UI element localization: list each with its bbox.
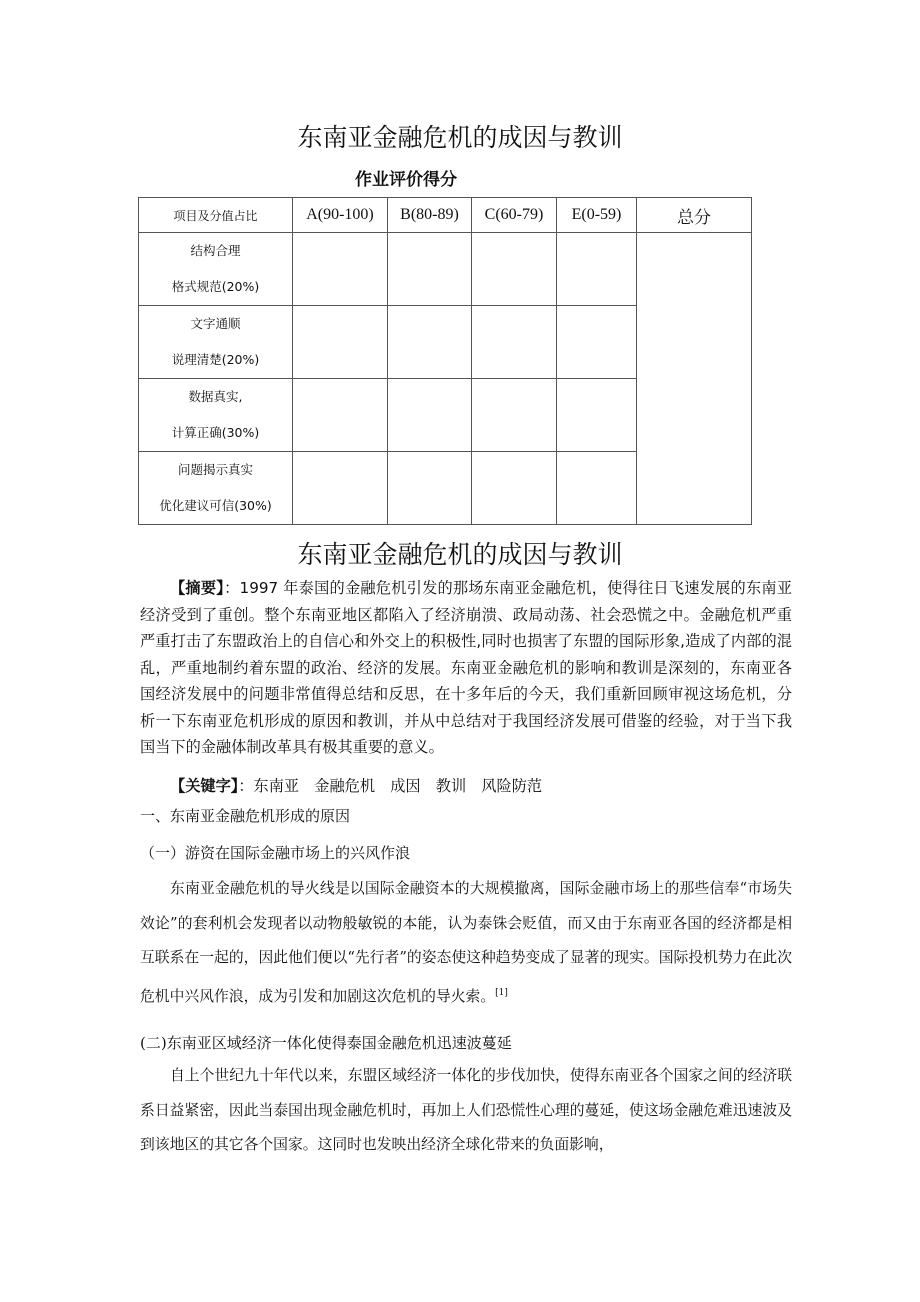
criteria-line2: 格式规范(20%) [171,279,260,294]
paragraph-text: 东南亚金融危机的导火线是以国际金融资本的大规模撤离，国际金融市场上的那些信奉“市场失效论”的套利机会发现者以动物般敏锐的本能，认为泰铢会贬值，而又由于东南亚各国的经济都是相互联系在一起的，因此他们便以“先行者”的姿态使这种趋势变成了显著的现实。国际投机势力在此次危机中兴风作浪，成为引发和加剧这次危机的导火索。 [140,880,792,1005]
score-cell-c[interactable] [472,306,557,379]
body-paragraph [140,872,792,1014]
keywords-line [140,773,792,800]
criteria-cell [139,306,293,379]
score-cell-e[interactable] [557,379,637,452]
section-heading: 一、东南亚金融危机形成的原因 [140,807,351,825]
header-criteria: 项目及分值占比 [139,198,293,233]
evaluation-table [138,197,752,525]
header-grade-e: E(0-59) [557,198,637,233]
criteria-line1: 结构合理 [190,243,241,258]
score-cell-a[interactable] [293,379,388,452]
header-grade-c: C(60-79) [472,198,557,233]
evaluation-title: 作业评价得分 [355,170,457,190]
score-cell-e[interactable] [557,452,637,525]
score-cell-b[interactable] [388,452,472,525]
criteria-line2: 优化建议可信(30%) [159,498,272,513]
criteria-line1: 数据真实, [188,389,243,404]
article-title: 东南亚金融危机的成因与教训 [297,540,623,569]
subsection-heading: (二)东南亚区域经济一体化使得泰国金融危机迅速波蔓延 [140,1034,512,1052]
score-cell-a[interactable] [293,233,388,306]
table-header-row [139,198,752,233]
abstract-paragraph [140,575,792,761]
header-grade-a: A(90-100) [293,198,388,233]
abstract-text: ：1997 年泰国的金融危机引发的那场东南亚金融危机，使得往日飞速发展的东南亚经济受到了重创。整个东南亚地区都陷入了经济崩溃、政局动荡、社会恐慌之中。金融危机严重严重打击了东盟政治上的自信心和外交上的积极性,同时也损害了东盟的国际形象,造成了内部的混乱，严重地制约着东盟的政治、经济的发展。东南亚金融危机的影响和教训是深刻的，东南亚各国经济发展中的问题非常值得总结和反思，在十多年后的今天，我们重新回顾审视这场危机，分析一下东南亚危机形成的原因和教训，并从中总结对于我国经济发展可借鉴的经验，对于当下我国当下的金融体制改革具有极其重要的意义。 [140,579,793,756]
score-cell-a[interactable] [293,306,388,379]
subsection-heading: （一）游资在国际金融市场上的兴风作浪 [140,844,411,862]
criteria-line1: 文字通顺 [190,316,241,331]
score-cell-b[interactable] [388,379,472,452]
abstract-label: 【摘要】 [170,579,225,597]
score-cell-a[interactable] [293,452,388,525]
table-row [139,233,752,306]
criteria-line1: 问题揭示真实 [177,462,253,477]
cover-title: 东南亚金融危机的成因与教训 [297,123,623,152]
header-grade-b: B(80-89) [388,198,472,233]
score-cell-e[interactable] [557,306,637,379]
score-cell-c[interactable] [472,379,557,452]
citation[interactable]: [1] [495,987,508,998]
score-cell-e[interactable] [557,233,637,306]
paragraph-text: 自上个世纪九十年代以来，东盟区域经济一体化的步伐加快，使得东南亚各个国家之间的经济联系日益紧密，因此当泰国出现金融危机时，再加上人们恐慌性心理的蔓延，使这场金融危难迅速波及到该地区的其它各个国家。这同时也发映出经济全球化带来的负面影响， [140,1067,792,1153]
keywords-label: 【关键字】 [170,777,239,795]
header-total: 总分 [637,198,752,233]
total-score-cell[interactable] [637,233,752,525]
score-cell-b[interactable] [388,306,472,379]
criteria-cell [139,379,293,452]
score-cell-c[interactable] [472,233,557,306]
body-paragraph [140,1059,792,1163]
score-cell-b[interactable] [388,233,472,306]
keywords-text: ：东南亚 金融危机 成因 教训 风险防范 [238,777,543,795]
criteria-cell [139,452,293,525]
criteria-cell [139,233,293,306]
criteria-line2: 计算正确(30%) [171,425,260,440]
criteria-line2: 说理清楚(20%) [171,352,260,367]
score-cell-c[interactable] [472,452,557,525]
